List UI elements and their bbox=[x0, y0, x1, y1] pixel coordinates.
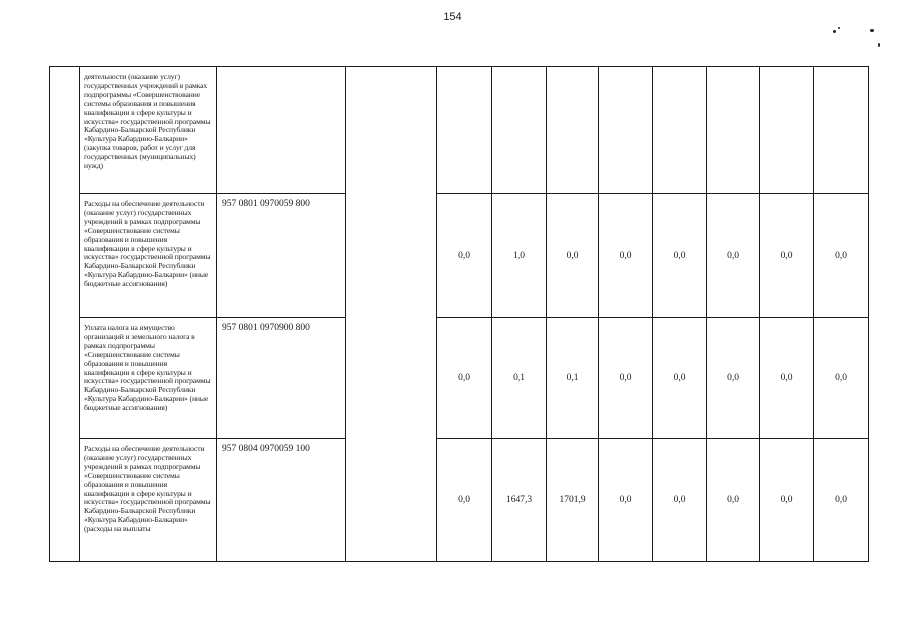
value-cell bbox=[599, 67, 653, 194]
code-cell: 957 0801 0970900 800 bbox=[217, 318, 346, 439]
budget-table bbox=[49, 66, 869, 562]
value-cell: 0,1 bbox=[492, 318, 547, 439]
scan-speck bbox=[833, 30, 836, 33]
empty-column-cell bbox=[346, 67, 437, 562]
value-cell: 0,0 bbox=[760, 318, 814, 439]
value-cell: 0,0 bbox=[760, 194, 814, 318]
value-cell bbox=[437, 67, 492, 194]
description-cell: Расходы на обеспечение деятельности (оказание услуг) государственных учреждений в рамках подпрограммы «Совершенствование системы образования и повышения квалификации в сфере культуры и искусства» государственной программы Кабардино-Балкарской Республики «Культура Кабардино-Балкарии» (иные бюджетные ассигнования) bbox=[80, 194, 217, 318]
value-cell: 0,0 bbox=[707, 439, 760, 562]
scan-speck bbox=[838, 27, 840, 29]
value-cell: 1,0 bbox=[492, 194, 547, 318]
value-cell bbox=[492, 67, 547, 194]
value-cell: 0,0 bbox=[547, 194, 599, 318]
value-cell bbox=[707, 67, 760, 194]
scan-speck bbox=[870, 29, 874, 32]
value-cell: 0,0 bbox=[437, 439, 492, 562]
value-cell bbox=[547, 67, 599, 194]
value-cell bbox=[814, 67, 869, 194]
page-number: 154 bbox=[443, 11, 462, 23]
value-cell: 0,1 bbox=[547, 318, 599, 439]
code-cell bbox=[217, 67, 346, 194]
description-cell: Уплата налога на имущество организаций и земельного налога в рамках подпрограммы «Совершенствование системы образования и повышения квалификации в сфере культуры и искусства» государственной программы Кабардино-Балкарской Республики «Культура Кабардино-Балкарии» (иные бюджетные ассигнования) bbox=[80, 318, 217, 439]
value-cell: 1701,9 bbox=[547, 439, 599, 562]
value-cell: 0,0 bbox=[814, 318, 869, 439]
value-cell: 0,0 bbox=[653, 194, 707, 318]
value-cell: 0,0 bbox=[653, 318, 707, 439]
value-cell: 0,0 bbox=[707, 194, 760, 318]
value-cell: 0,0 bbox=[707, 318, 760, 439]
value-cell: 0,0 bbox=[599, 318, 653, 439]
value-cell: 0,0 bbox=[653, 439, 707, 562]
description-cell: деятельности (оказание услуг) государственных учреждений в рамках подпрограммы «Совершенствование системы образования и повышения квалификации в сфере культуры и искусства» государственной программы Кабардино-Балкарской Республики «Культура Кабардино-Балкарии» (закупка товаров, работ и услуг для государственных (муниципальных) нужд) bbox=[80, 67, 217, 194]
code-cell: 957 0804 0970059 100 bbox=[217, 439, 346, 562]
table-row bbox=[50, 67, 869, 194]
code-cell: 957 0801 0970059 800 bbox=[217, 194, 346, 318]
value-cell: 0,0 bbox=[437, 194, 492, 318]
value-cell: 0,0 bbox=[437, 318, 492, 439]
value-cell: 1647,3 bbox=[492, 439, 547, 562]
value-cell: 0,0 bbox=[814, 194, 869, 318]
scan-speck bbox=[878, 43, 880, 47]
value-cell: 0,0 bbox=[760, 439, 814, 562]
value-cell bbox=[760, 67, 814, 194]
description-cell: Расходы на обеспечение деятельности (оказание услуг) государственных учреждений в рамках подпрограммы «Совершенствование системы образования и повышения квалификации в сфере культуры и искусства» государственной программы Кабардино-Балкарской Республики «Культура Кабардино-Балкарии» (расходы на выплаты bbox=[80, 439, 217, 562]
table-row bbox=[50, 194, 869, 318]
value-cell: 0,0 bbox=[599, 194, 653, 318]
row-number-cell bbox=[50, 67, 80, 562]
table-row bbox=[50, 439, 869, 562]
value-cell: 0,0 bbox=[814, 439, 869, 562]
table-row bbox=[50, 318, 869, 439]
value-cell bbox=[653, 67, 707, 194]
value-cell: 0,0 bbox=[599, 439, 653, 562]
